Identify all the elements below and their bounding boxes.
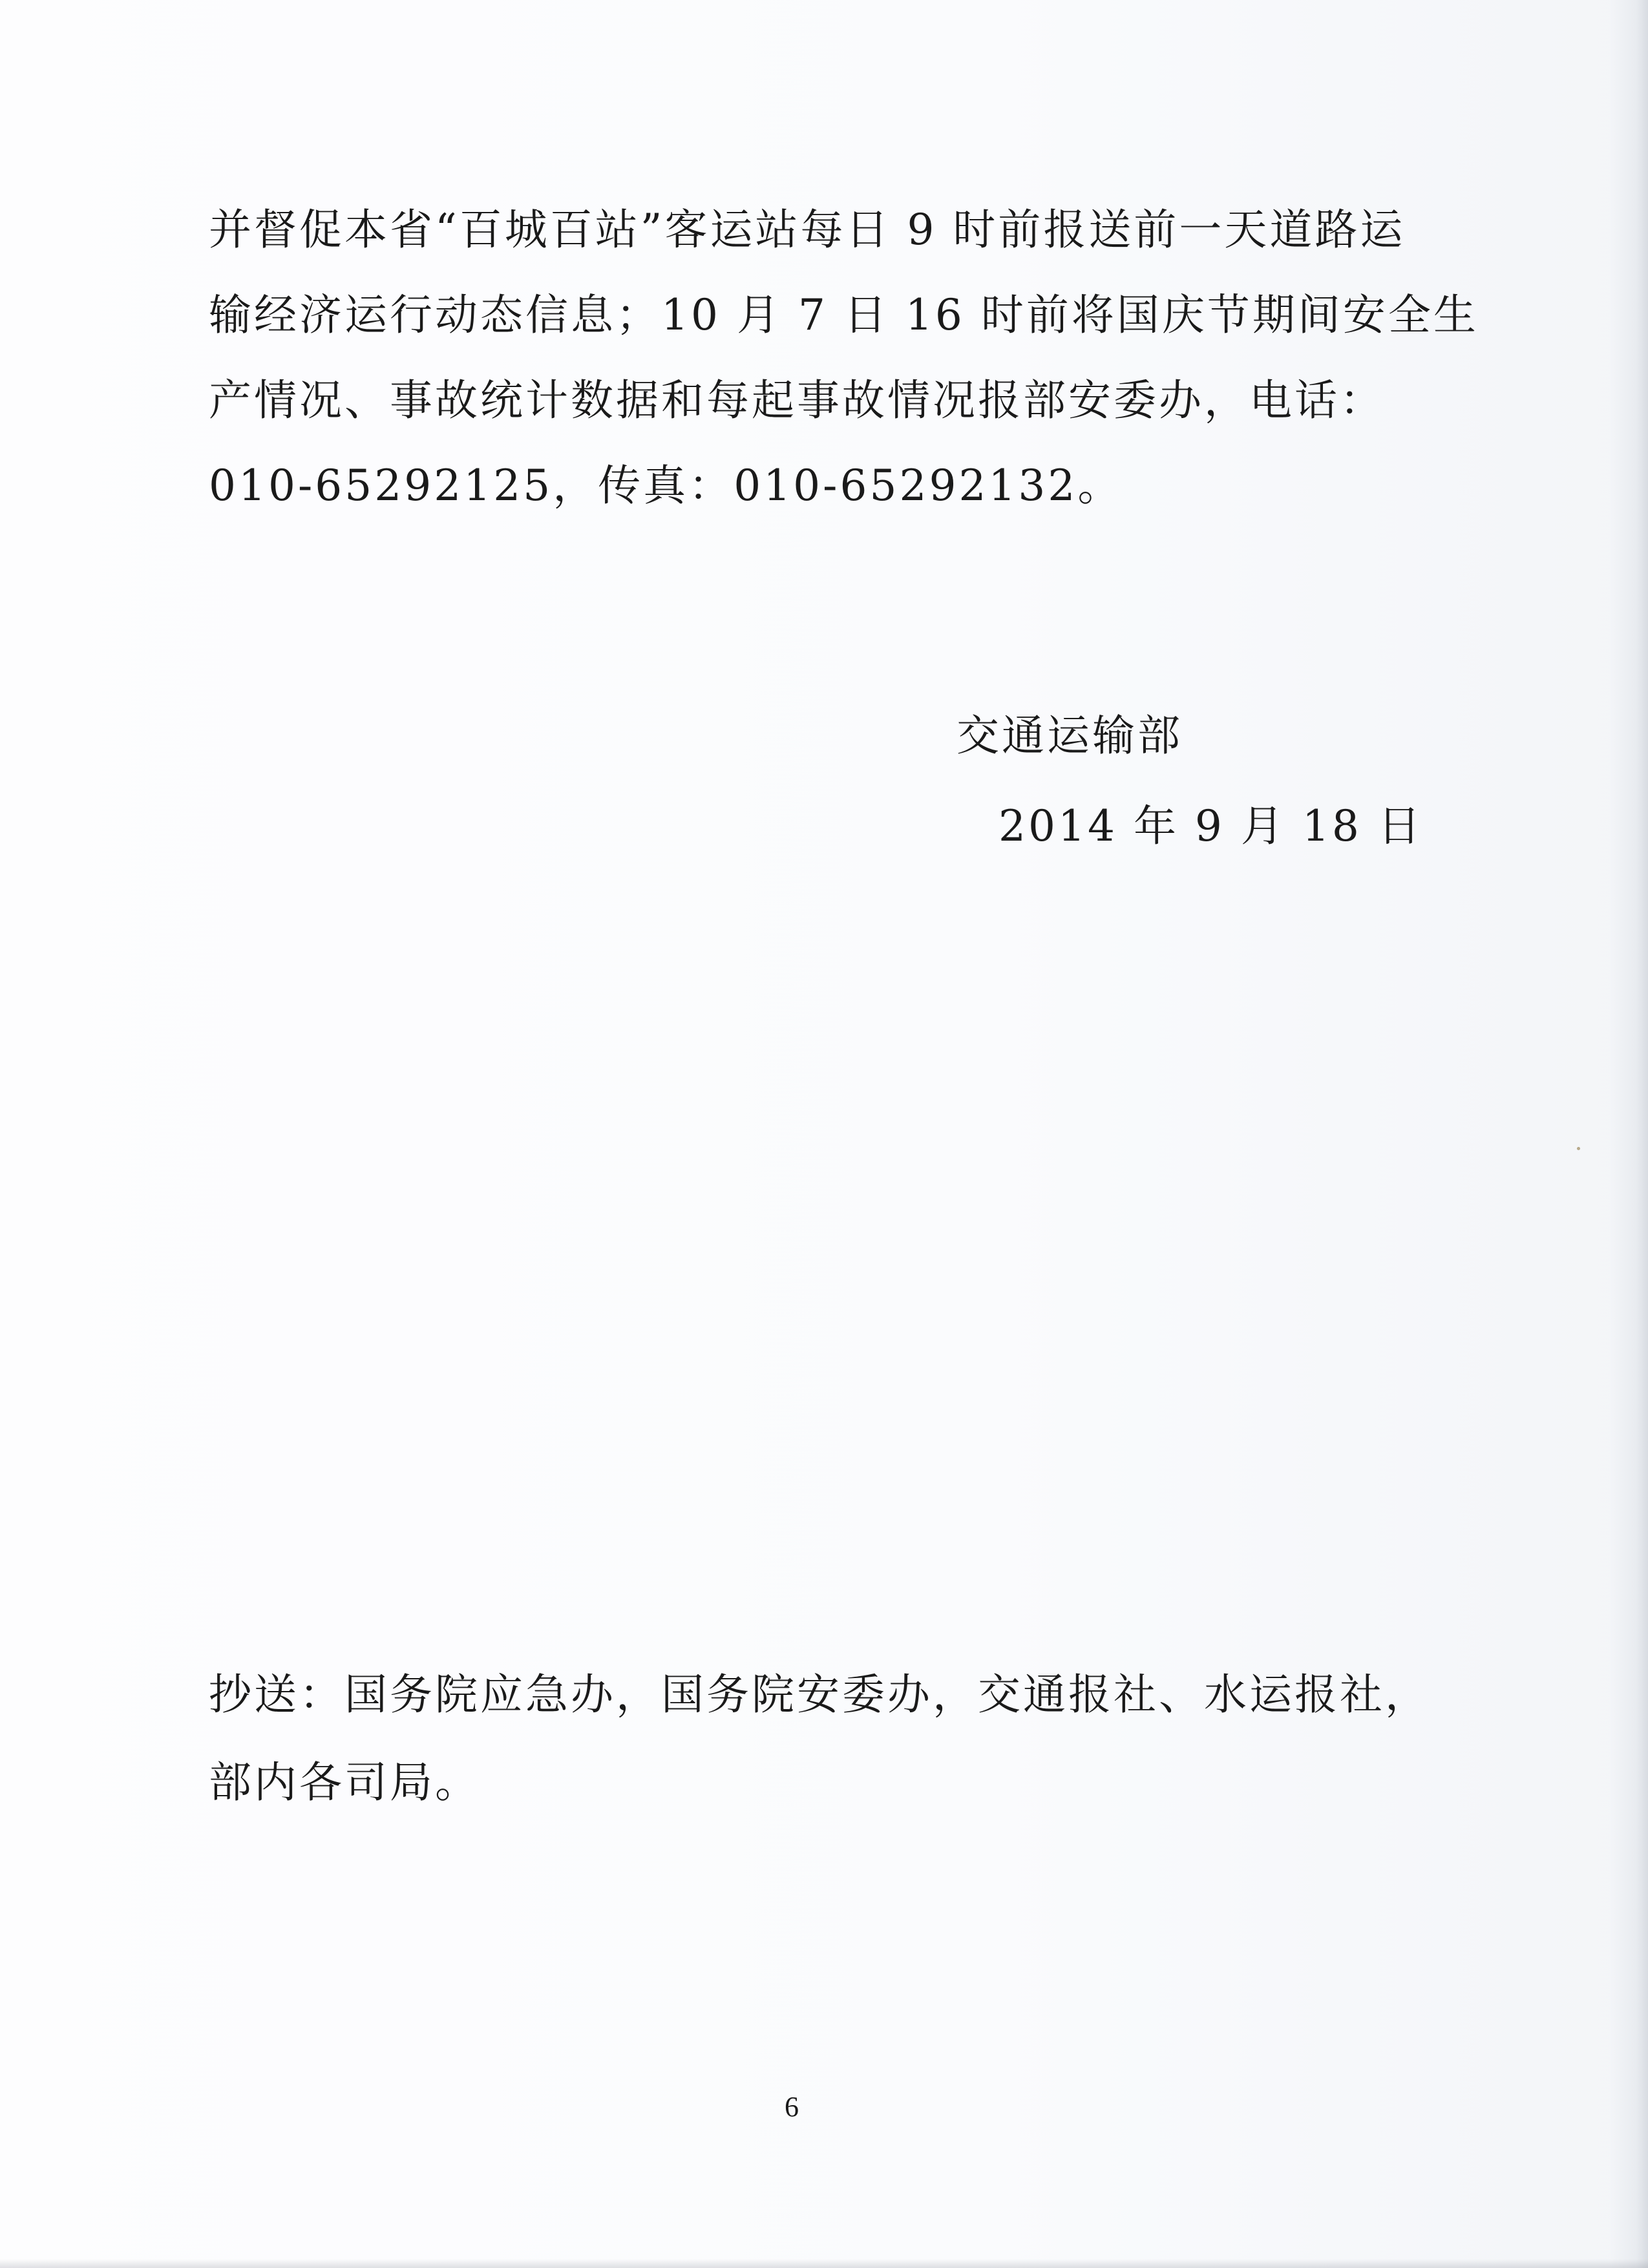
page-number: 6: [785, 2091, 799, 2123]
issuer-signature: 交通运输部: [956, 711, 1183, 761]
body-line: 输经济运行动态信息；10 月 7 日 16 时前将国庆节期间安全生: [209, 290, 1479, 340]
body-paragraph: [209, 187, 1479, 529]
scan-speck: [1577, 1147, 1580, 1150]
scan-edge-shadow: [1609, 0, 1648, 2268]
scan-bottom-edge: [0, 2259, 1648, 2268]
cc-line: 抄送：国务院应急办，国务院安委办，交通报社、水运报社，: [209, 1670, 1430, 1719]
cc-recipients: [209, 1651, 1430, 1827]
issue-date: 2014 年 9 月 18 日: [998, 801, 1423, 851]
body-line: 产情况、事故统计数据和每起事故情况报部安委办，电话：: [209, 375, 1385, 425]
body-line: 并督促本省“百城百站”客运站每日 9 时前报送前一天道路运: [209, 205, 1406, 255]
cc-line: 部内各司局。: [209, 1758, 480, 1807]
body-line: 010-65292125，传真：010-65292132。: [209, 461, 1123, 510]
